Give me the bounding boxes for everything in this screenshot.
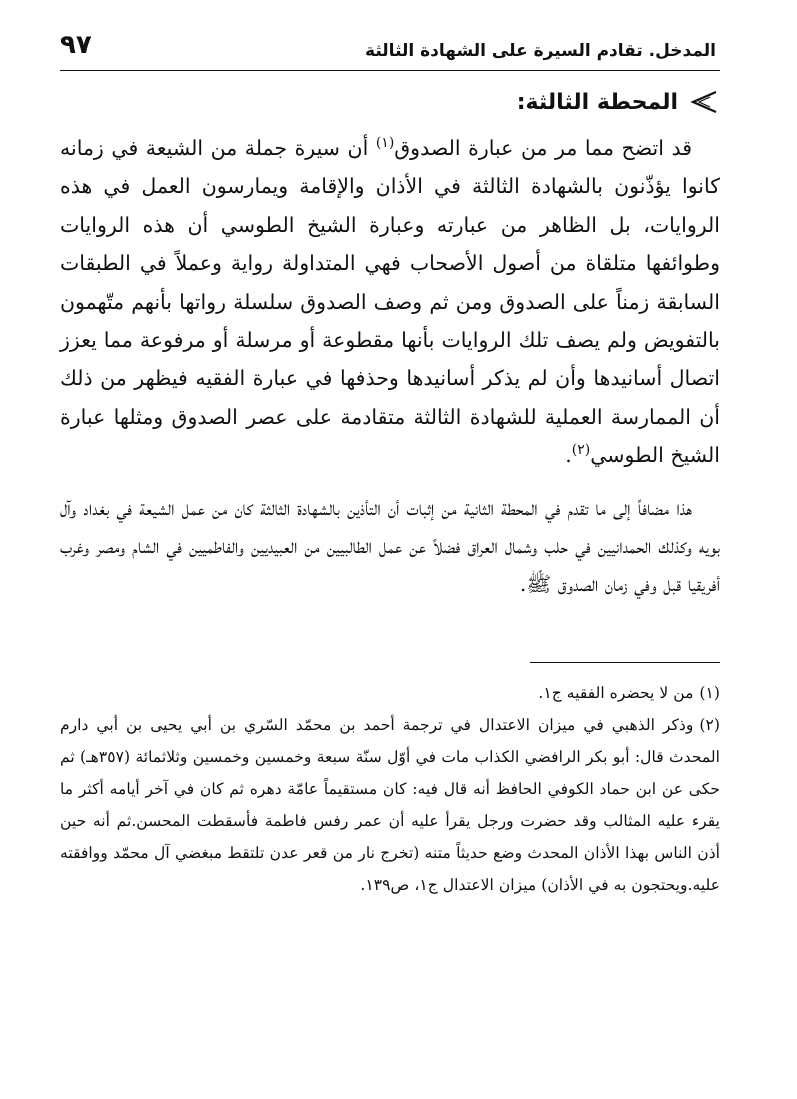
footnote-2 <box>60 709 720 901</box>
paragraph-1-text-end: . <box>565 443 572 468</box>
arrow-left-icon <box>686 88 720 116</box>
page-number: ٩٧ <box>60 30 92 60</box>
paragraph-1-text-start: قد اتضح مما مر من عبارة الصدوق <box>394 136 693 160</box>
section-title: المحطة الثالثة: <box>516 89 678 115</box>
paragraph-1-text-main: أن سيرة جملة من الشيعة في زمانه كانوا يؤذّنون بالشهادة الثالثة في الأذان والإقامة ويمارسون العمل في هذه الروايات، بل الظاهر من عبارته وعبارة الشيخ الطوسي أن هذه الروايات وطوائفها متلقاة من أصول الأصحاب فهي المتداولة رواية وعملاً في الطبقات السابقة زمناً على الصدوق ومن ثم وصف الصدوق سلسلة رواتها بأنهم متّهمون بالتفويض ولم يصف تلك الروايات بأنها مقطوعة أو مرسلة أو مرفوعة مما يعزز اتصال أسانيدها وأن لم يذكر أسانيدها وحذفها في عبارة الفقيه فيظهر من ذلك أن الممارسة العملية للشهادة الثالثة متقادمة على عصر الصدوق ومثلها عبارة الشيخ الطوسي <box>60 136 720 468</box>
footnotes <box>60 677 720 901</box>
footnote-1-marker: (١) <box>699 683 720 702</box>
footnote-ref-2[interactable]: (٢) <box>571 442 591 459</box>
footnote-separator <box>530 662 720 663</box>
footnote-1 <box>60 677 720 709</box>
page-header <box>60 28 720 71</box>
footnote-2-marker: (٢) <box>699 715 720 734</box>
footnote-1-text: من لا يحضره الفقيه ج١. <box>538 683 694 702</box>
section-heading <box>60 85 720 119</box>
paragraph-2: هذا مضافاً إلى ما تقدم في المحطة الثانية من إثبات أن التأذين بالشهادة الثالثة كان من عمل الشيعة في بغداد وآل بويه وكذلك الحمدانيين في حلب وشمال العراق فضلاً عن عمل الطالبيين من العبيديين والفاطميين في الشام ومصر وغرب أفريقيا قبل وفي زمان الصدوق ﷺ. <box>60 495 720 597</box>
page <box>60 28 720 1068</box>
running-title: المدخل. تقادم السيرة على الشهادة الثالثة <box>365 41 716 61</box>
paragraph-1 <box>60 129 720 475</box>
footnote-ref-1[interactable]: (١) <box>375 135 395 152</box>
footnote-2-text: وذكر الذهبي في ميزان الاعتدال في ترجمة أحمد بن محمّد السّري بن أبي يحيى بن أبي دارم المحدث قال: أبو بكر الرافضي الكذاب مات في أوّل سنّة سبعة وخمسين وخمسين وثلاثمائة (٣٥٧هـ) ثم حكى عن ابن حماد الكوفي الحافظ أنه قال فيه: كان مستقيماً عامّة دهره ثم كان في آخر أيامه أكثر ما يقرء عليه المثالب وقد حضرت ورجل يقرأ عليه أن عمر رفس فاطمة فأسقطت المحسن.ثم أنه حين أذن الناس بهذا الأذان المحدث وضع حديثاً متنه (تخرج نار من قعر عدن تلتقط مبغضي آل محمّد ووافقته عليه.ويحتجون به في الأذان) ميزان الاعتدال ج١، ص١٣٩. <box>60 715 720 894</box>
body-text <box>60 129 720 604</box>
